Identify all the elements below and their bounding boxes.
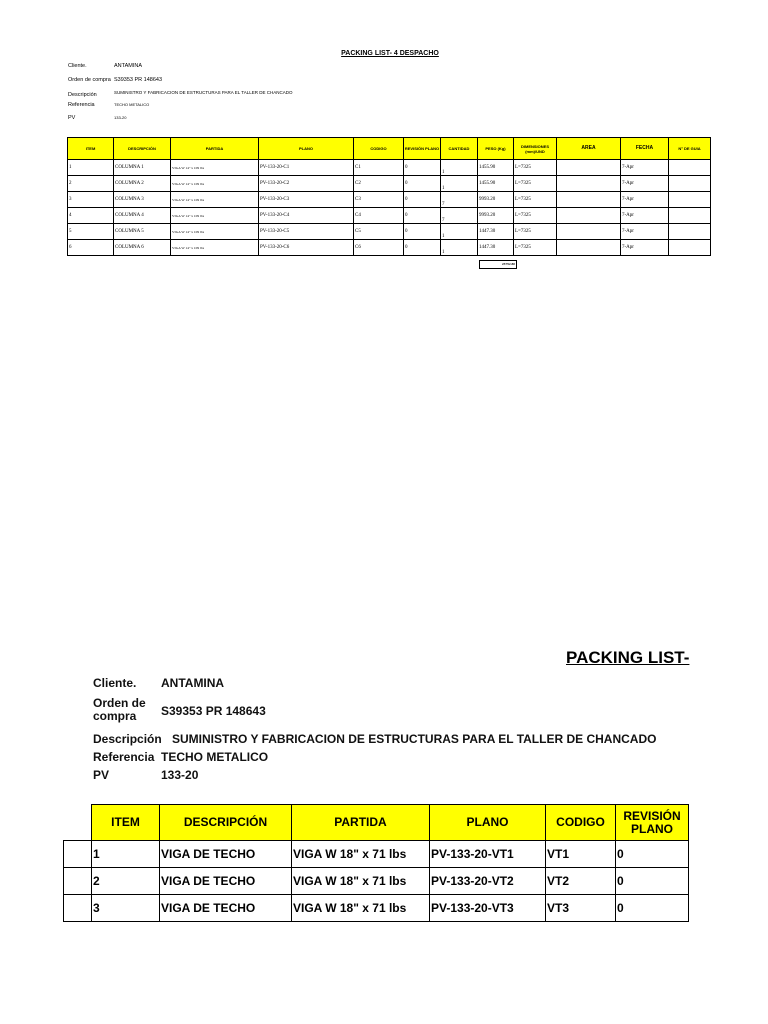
table-row <box>64 841 689 868</box>
cell-partida: VIGA W 14" x 109 lbs <box>171 240 259 256</box>
cell-revision: 0 <box>404 240 441 256</box>
packing-list-title: PACKING LIST- 4 DESPACHO <box>341 50 439 57</box>
cell-area <box>557 192 621 208</box>
cell-codigo: C5 <box>354 224 404 240</box>
cell-area <box>557 224 621 240</box>
header-blank <box>64 805 92 841</box>
cell-description: VIGA DE TECHO <box>160 895 292 922</box>
cell-codigo: VT3 <box>546 895 616 922</box>
cell-item: 4 <box>68 208 114 224</box>
header-guia: N° DE GUIA <box>669 138 711 160</box>
cell-fecha: 7-Apr <box>621 176 669 192</box>
cell-area <box>557 176 621 192</box>
cell-partida: VIGA W 18" x 71 lbs <box>292 895 430 922</box>
cell-item: 3 <box>68 192 114 208</box>
cell-revision: 0 <box>616 895 689 922</box>
reference-value: TECHO METALICO <box>161 750 269 764</box>
packing-table <box>67 137 711 256</box>
header-partida: PARTIDA <box>171 138 259 160</box>
cell-fecha: 7-Apr <box>621 224 669 240</box>
client-label: Cliente. <box>93 676 137 690</box>
cell-area <box>557 208 621 224</box>
description-value: SUMINISTRO Y FABRICACION DE ESTRUCTURAS PARA EL TALLER DE CHANCADO <box>114 90 293 95</box>
table-row <box>68 160 711 176</box>
order-value: S39353 PR 148643 <box>114 77 163 83</box>
client-label: Cliente. <box>68 63 87 69</box>
cell-description: COLUMNA 2 <box>114 176 171 192</box>
cell-guia <box>669 224 711 240</box>
cell-area <box>557 240 621 256</box>
cell-revision: 0 <box>404 176 441 192</box>
cell-cantidad: 1 <box>441 176 478 192</box>
header-plano: PLANO <box>430 805 546 841</box>
cell-cantidad: 1 <box>441 160 478 176</box>
cell-peso: 1455.90 <box>478 176 514 192</box>
cell-item: 3 <box>92 895 160 922</box>
cell-partida: VIGA W 18" x 71 lbs <box>292 841 430 868</box>
cell-description: COLUMNA 1 <box>114 160 171 176</box>
cell-plano: PV-133-20-VT3 <box>430 895 546 922</box>
table-row <box>68 192 711 208</box>
packing-list-title-2: PACKING LIST- <box>566 648 690 667</box>
cell-dimensiones: L=7325 <box>514 208 557 224</box>
cell-blank <box>64 841 92 868</box>
cell-description: COLUMNA 5 <box>114 224 171 240</box>
header-fecha: FECHA <box>621 138 669 160</box>
cell-revision: 0 <box>404 208 441 224</box>
cell-cantidad: 1 <box>441 240 478 256</box>
cell-description: COLUMNA 4 <box>114 208 171 224</box>
pv-value: 133-20 <box>114 115 127 120</box>
header-partida: PARTIDA <box>292 805 430 841</box>
cell-codigo: C4 <box>354 208 404 224</box>
pv-label: PV <box>68 115 76 121</box>
cell-codigo: VT1 <box>546 841 616 868</box>
cell-dimensiones: L=7325 <box>514 224 557 240</box>
cell-peso: 1447.30 <box>478 224 514 240</box>
cell-partida: VIGA W 14" x 109 lbs <box>171 176 259 192</box>
reference-label: Referencia <box>93 750 155 764</box>
cell-revision: 0 <box>404 160 441 176</box>
order-label: Orden de compra <box>68 77 111 83</box>
cell-dimensiones: L=7325 <box>514 160 557 176</box>
cell-codigo: C2 <box>354 176 404 192</box>
header-description: DESCRIPCIÓN <box>160 805 292 841</box>
cell-plano: PV-133-20-C3 <box>259 192 354 208</box>
header-item: ITEM <box>68 138 114 160</box>
order-value: S39353 PR 148643 <box>161 704 266 718</box>
cell-description: VIGA DE TECHO <box>160 868 292 895</box>
cell-dimensiones: L=7325 <box>514 240 557 256</box>
header-dimensiones: DIMENSIONES (mm)/UND <box>514 138 557 160</box>
header-revision: REVISIÓN PLANO <box>404 138 441 160</box>
cell-dimensiones: L=7325 <box>514 176 557 192</box>
header-codigo: CODIGO <box>354 138 404 160</box>
client-value: ANTAMINA <box>114 63 143 69</box>
cell-partida: VIGA W 14" x 109 lbs <box>171 224 259 240</box>
cell-partida: VIGA W 18" x 71 lbs <box>292 868 430 895</box>
pv-value: 133-20 <box>161 768 199 782</box>
cell-plano: PV-133-20-C4 <box>259 208 354 224</box>
reference-label: Referencia <box>68 102 95 108</box>
cell-revision: 0 <box>404 192 441 208</box>
cell-partida: VIGA W 14" x 109 lbs <box>171 208 259 224</box>
cell-guia <box>669 192 711 208</box>
cell-guia <box>669 240 711 256</box>
cell-cantidad: 7 <box>441 192 478 208</box>
total-weight: 25792.80 <box>479 260 517 269</box>
pv-label: PV <box>93 768 110 782</box>
cell-area <box>557 160 621 176</box>
cell-item: 5 <box>68 224 114 240</box>
cell-blank <box>64 868 92 895</box>
packing-table-2 <box>63 804 689 922</box>
cell-partida: VIGA W 14" x 109 lbs <box>171 160 259 176</box>
description-value: SUMINISTRO Y FABRICACION DE ESTRUCTURAS PARA EL TALLER DE CHANCADO <box>172 732 657 746</box>
cell-guia <box>669 160 711 176</box>
client-value: ANTAMINA <box>161 676 225 690</box>
cell-fecha: 7-Apr <box>621 160 669 176</box>
cell-revision: 0 <box>616 868 689 895</box>
cell-fecha: 7-Apr <box>621 208 669 224</box>
header-cantidad: CANTIDAD <box>441 138 478 160</box>
header-area: AREA <box>557 138 621 160</box>
table-header-row <box>64 805 689 841</box>
cell-plano: PV-133-20-C6 <box>259 240 354 256</box>
table-row <box>68 224 711 240</box>
cell-plano: PV-133-20-C2 <box>259 176 354 192</box>
cell-partida: VIGA W 14" x 109 lbs <box>171 192 259 208</box>
reference-value: TECHO METALICO <box>114 102 150 107</box>
cell-peso: 9993.20 <box>478 192 514 208</box>
cell-codigo: C6 <box>354 240 404 256</box>
table-row <box>68 208 711 224</box>
cell-item: 2 <box>92 868 160 895</box>
header-peso: PESO (Kg) <box>478 138 514 160</box>
description-label: Descripción <box>68 92 97 98</box>
cell-codigo: VT2 <box>546 868 616 895</box>
cell-dimensiones: L=7325 <box>514 192 557 208</box>
cell-fecha: 7-Apr <box>621 240 669 256</box>
cell-peso: 1447.30 <box>478 240 514 256</box>
cell-codigo: C3 <box>354 192 404 208</box>
cell-revision: 0 <box>616 841 689 868</box>
cell-peso: 1455.90 <box>478 160 514 176</box>
header-plano: PLANO <box>259 138 354 160</box>
header-description: DESCRIPCIÓN <box>114 138 171 160</box>
table-row <box>68 240 711 256</box>
header-codigo: CODIGO <box>546 805 616 841</box>
cell-description: COLUMNA 3 <box>114 192 171 208</box>
cell-blank <box>64 895 92 922</box>
table-header-row <box>68 138 711 160</box>
table-row <box>68 176 711 192</box>
cell-description: VIGA DE TECHO <box>160 841 292 868</box>
cell-peso: 9993.20 <box>478 208 514 224</box>
header-revision: REVISIÓN PLANO <box>616 805 689 841</box>
cell-item: 1 <box>92 841 160 868</box>
cell-plano: PV-133-20-VT1 <box>430 841 546 868</box>
cell-item: 6 <box>68 240 114 256</box>
cell-cantidad: 1 <box>441 224 478 240</box>
cell-guia <box>669 176 711 192</box>
cell-item: 1 <box>68 160 114 176</box>
order-label: Orden de compra <box>93 696 146 723</box>
cell-codigo: C1 <box>354 160 404 176</box>
table-row <box>64 895 689 922</box>
cell-description: COLUMNA 6 <box>114 240 171 256</box>
cell-revision: 0 <box>404 224 441 240</box>
table-row <box>64 868 689 895</box>
cell-item: 2 <box>68 176 114 192</box>
description-label: Descripción <box>93 732 162 746</box>
cell-cantidad: 7 <box>441 208 478 224</box>
cell-plano: PV-133-20-C5 <box>259 224 354 240</box>
cell-plano: PV-133-20-C1 <box>259 160 354 176</box>
cell-guia <box>669 208 711 224</box>
cell-plano: PV-133-20-VT2 <box>430 868 546 895</box>
cell-fecha: 7-Apr <box>621 192 669 208</box>
header-item: ITEM <box>92 805 160 841</box>
